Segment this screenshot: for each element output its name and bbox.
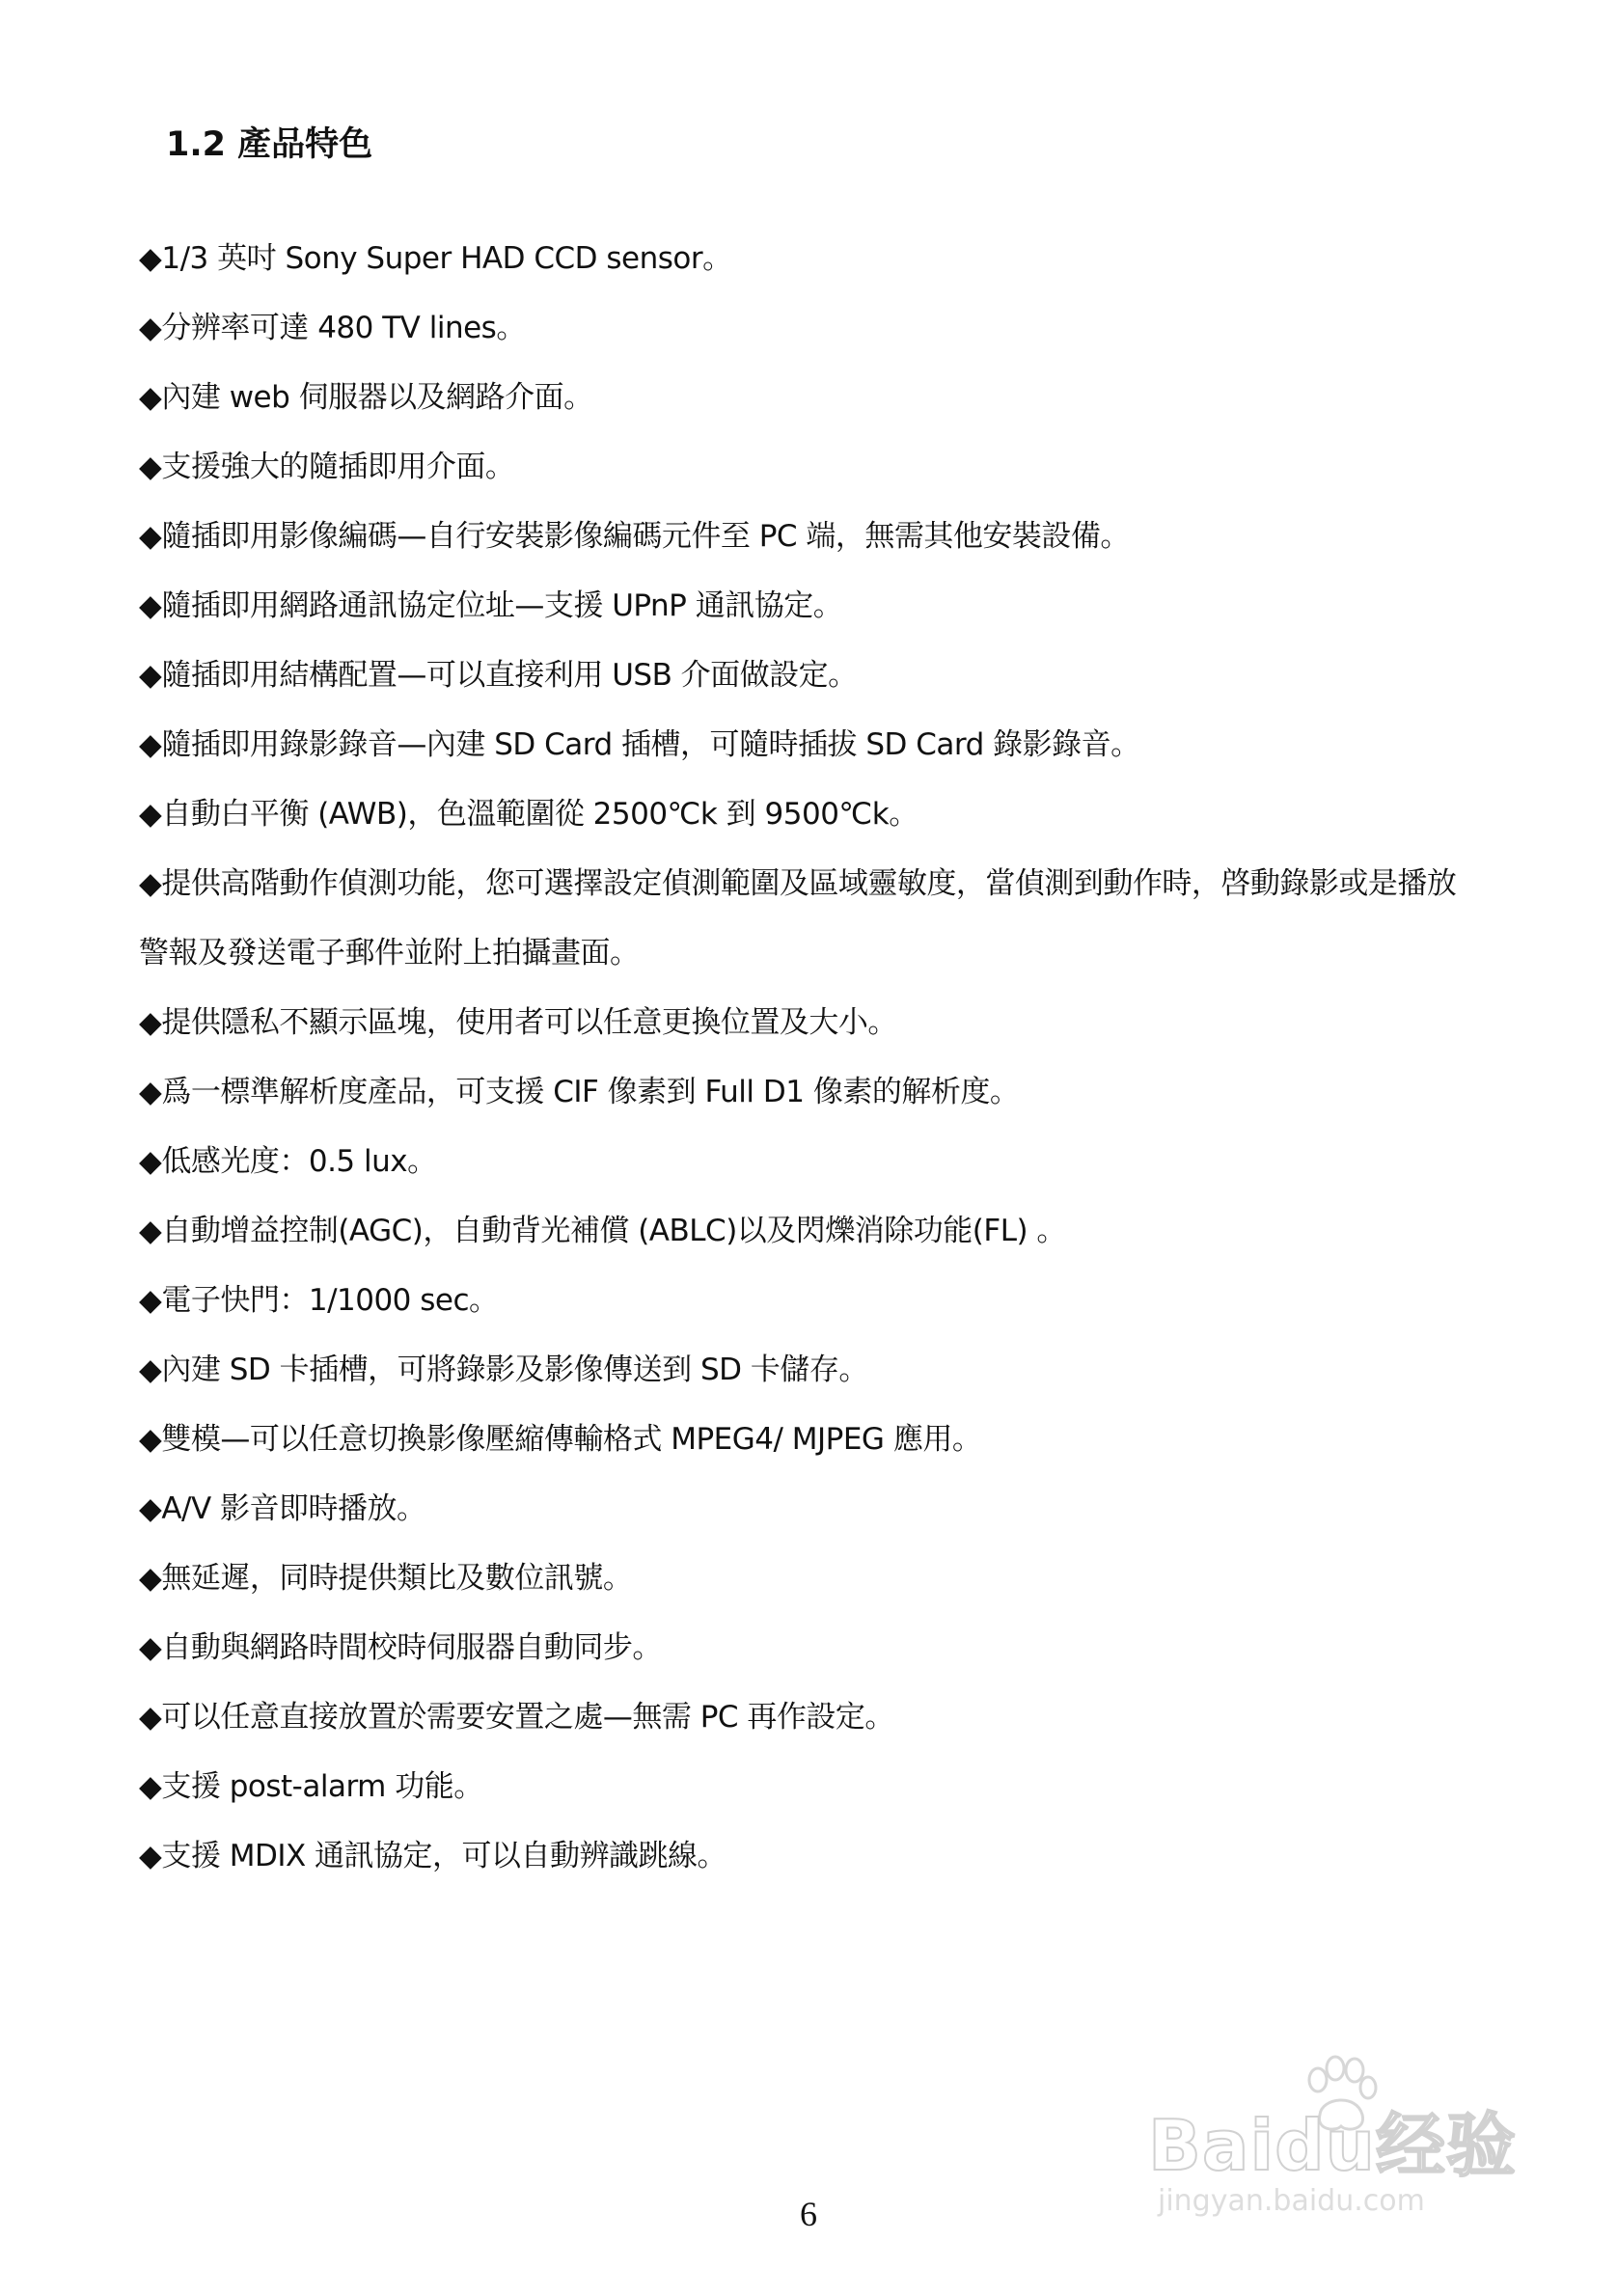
feature-item xyxy=(139,1335,1470,1405)
bullet-diamond-icon: ◆ xyxy=(139,588,162,623)
bullet-diamond-icon: ◆ xyxy=(139,1283,162,1318)
feature-text: 可以任意直接放置於需要安置之處—無需 PC 再作設定。 xyxy=(161,1700,894,1735)
feature-item xyxy=(139,224,1470,293)
feature-item xyxy=(139,1474,1470,1544)
bullet-diamond-icon: ◆ xyxy=(139,241,162,276)
feature-item xyxy=(139,1821,1470,1891)
feature-text: 提供高階動作偵測功能，您可選擇設定偵測範圍及區域靈敏度，當偵測到動作時，啓動錄影或是播放警報及發送電子郵件並附上拍攝畫面。 xyxy=(139,866,1457,970)
feature-text: 提供隱私不顯示區塊，使用者可以任意更換位置及大小。 xyxy=(161,1005,897,1040)
feature-item xyxy=(139,1544,1470,1613)
bullet-diamond-icon: ◆ xyxy=(139,658,162,693)
feature-text: 內建 SD 卡插槽，可將錄影及影像傳送到 SD 卡儲存。 xyxy=(161,1353,868,1387)
feature-text: A/V 影音即時播放。 xyxy=(161,1491,426,1526)
feature-text: 隨插即用結構配置—可以直接利用 USB 介面做設定。 xyxy=(161,658,858,693)
watermark-logo-text: Baidu经验 xyxy=(1148,2105,1517,2186)
bullet-diamond-icon: ◆ xyxy=(139,1839,162,1873)
bullet-diamond-icon: ◆ xyxy=(139,1561,162,1596)
feature-text: 內建 web 伺服器以及網路介面。 xyxy=(161,380,593,415)
feature-text: 分辨率可達 480 TV lines。 xyxy=(161,311,526,345)
feature-item xyxy=(139,849,1470,988)
feature-item xyxy=(139,432,1470,502)
bullet-diamond-icon: ◆ xyxy=(139,1769,162,1804)
feature-text: 隨插即用錄影錄音—內建 SD Card 插槽，可隨時插拔 SD Card 錄影錄音。 xyxy=(161,727,1140,762)
page-number: 6 xyxy=(800,2195,817,2233)
feature-item xyxy=(139,1266,1470,1335)
feature-text: 低感光度：0.5 lux。 xyxy=(161,1144,437,1179)
feature-list xyxy=(139,224,1470,1891)
bullet-diamond-icon: ◆ xyxy=(139,311,162,345)
feature-text: 隨插即用影像編碼—自行安裝影像編碼元件至 PC 端，無需其他安裝設備。 xyxy=(161,519,1130,554)
feature-item xyxy=(139,1196,1470,1266)
feature-item xyxy=(139,1405,1470,1474)
feature-item xyxy=(139,1127,1470,1196)
feature-text: 雙模—可以任意切換影像壓縮傳輸格式 MPEG4/ MJPEG 應用。 xyxy=(161,1422,982,1457)
feature-text: 爲一標準解析度產品，可支援 CIF 像素到 Full D1 像素的解析度。 xyxy=(161,1075,1020,1109)
bullet-diamond-icon: ◆ xyxy=(139,1144,162,1179)
bullet-diamond-icon: ◆ xyxy=(139,1630,162,1665)
bullet-diamond-icon: ◆ xyxy=(139,1700,162,1735)
feature-item xyxy=(139,641,1470,710)
feature-item xyxy=(139,1057,1470,1127)
bullet-diamond-icon: ◆ xyxy=(139,1075,162,1109)
bullet-diamond-icon: ◆ xyxy=(139,1422,162,1457)
feature-text: 支援強大的隨插即用介面。 xyxy=(161,450,515,484)
bullet-diamond-icon: ◆ xyxy=(139,727,162,762)
feature-text: 無延遲，同時提供類比及數位訊號。 xyxy=(161,1561,633,1596)
bullet-diamond-icon: ◆ xyxy=(139,450,162,484)
bullet-diamond-icon: ◆ xyxy=(139,866,162,901)
bullet-diamond-icon: ◆ xyxy=(139,797,162,832)
bullet-diamond-icon: ◆ xyxy=(139,380,162,415)
baidu-jingyan-watermark xyxy=(1148,2055,1534,2228)
feature-text: 1/3 英吋 Sony Super HAD CCD sensor。 xyxy=(161,241,732,276)
section-title: 1.2 產品特色 xyxy=(166,125,373,164)
feature-item xyxy=(139,571,1470,641)
feature-item xyxy=(139,293,1470,363)
feature-text: 隨插即用網路通訊協定位址—支援 UPnP 通訊協定。 xyxy=(161,588,843,623)
feature-text: 自動增益控制(AGC)，自動背光補償 (ABLC)以及閃爍消除功能(FL) 。 xyxy=(161,1214,1066,1248)
feature-item xyxy=(139,1613,1470,1682)
feature-item xyxy=(139,502,1470,571)
watermark-url: jingyan.baidu.com xyxy=(1158,2184,1425,2218)
feature-text: 自動與網路時間校時伺服器自動同步。 xyxy=(161,1630,662,1665)
feature-item xyxy=(139,1752,1470,1821)
feature-text: 支援 MDIX 通訊協定，可以自動辨識跳線。 xyxy=(161,1839,727,1873)
feature-item xyxy=(139,988,1470,1057)
feature-text: 自動白平衡 (AWB)，色溫範圍從 2500℃k 到 9500℃k。 xyxy=(161,797,918,832)
feature-item xyxy=(139,710,1470,779)
bullet-diamond-icon: ◆ xyxy=(139,1491,162,1526)
feature-text: 支援 post-alarm 功能。 xyxy=(161,1769,483,1804)
feature-item xyxy=(139,1682,1470,1752)
feature-item xyxy=(139,779,1470,849)
bullet-diamond-icon: ◆ xyxy=(139,1353,162,1387)
bullet-diamond-icon: ◆ xyxy=(139,1214,162,1248)
bullet-diamond-icon: ◆ xyxy=(139,519,162,554)
bullet-diamond-icon: ◆ xyxy=(139,1005,162,1040)
feature-text: 電子快門：1/1000 sec。 xyxy=(161,1283,499,1318)
feature-item xyxy=(139,363,1470,432)
